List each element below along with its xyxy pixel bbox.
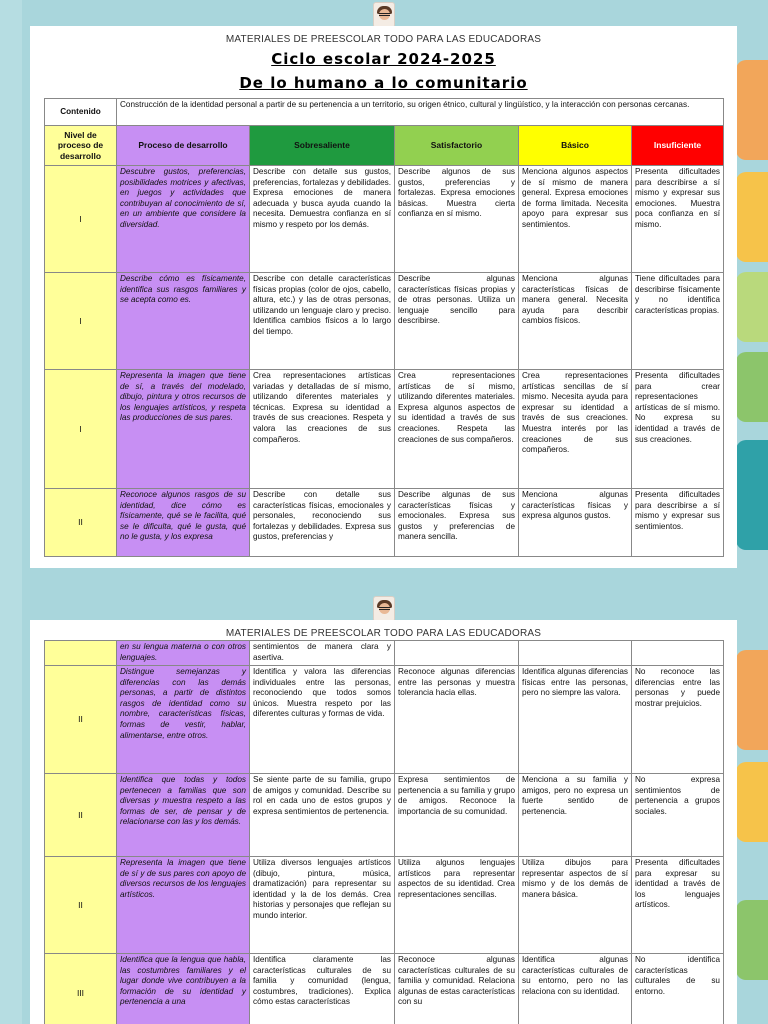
- header-basico: Básico: [519, 126, 632, 166]
- table-row: [45, 857, 724, 954]
- level-cell: I: [45, 166, 117, 273]
- sobresaliente-cell: Crea representaciones artísticas variadas y detalladas de sí mismo, utilizando diferentes materiales y técnicas. Expresa su identidad a través de sus creaciones. Respeta y valora las creaciones de sus compañeros.: [250, 370, 395, 489]
- satisfactorio-cell: Utiliza algunos lenguajes artísticos para representar aspectos de su identidad. Crea representaciones sencillas.: [395, 857, 519, 954]
- satisfactorio-cell: Reconoce algunas características culturales de su familia y comunidad. Relaciona algunas de estas características con su: [395, 954, 519, 1024]
- contenido-text: Construcción de la identidad personal a partir de su pertenencia a un territorio, su origen étnico, cultural y lingüístico, y la interacción con personas cercanas.: [117, 99, 724, 126]
- basico-cell: Menciona a su familia y amigos, pero no expresa un fuerte sentido de pertenencia.: [519, 774, 632, 857]
- basico-cell: Menciona algunas características físicas de manera general. Necesita ayuda para describir cambios físicos.: [519, 273, 632, 370]
- tab-yellow-2: [736, 762, 768, 842]
- contenido-label: Contenido: [45, 99, 117, 126]
- satisfactorio-cell: Reconoce algunas diferencias entre las personas y muestra tolerancia hacia ellas.: [395, 666, 519, 774]
- tab-orange-2: [736, 650, 768, 750]
- header-insuficiente: Insuficiente: [632, 126, 724, 166]
- basico-cell: Utiliza dibujos para representar aspectos de sí mismo y de los demás de manera básica.: [519, 857, 632, 954]
- tab-light-green: [736, 272, 768, 342]
- author-avatar-icon: [373, 596, 395, 622]
- satisfactorio-cell: [395, 641, 519, 666]
- level-cell: II: [45, 774, 117, 857]
- proceso-cell: Identifica que todas y todos pertenecen a familias que son diversas y muestra respeto a las formas de ser, de pensar y de relacionarse con las y los demás.: [117, 774, 250, 857]
- level-cell: II: [45, 489, 117, 557]
- level-cell: II: [45, 857, 117, 954]
- satisfactorio-cell: Describe algunas de sus características físicas y emocionales. Expresa sus gustos y preferencias de manera sencilla.: [395, 489, 519, 557]
- header-sobresaliente: Sobresaliente: [250, 126, 395, 166]
- basico-cell: [519, 641, 632, 666]
- author-avatar-icon: [373, 2, 395, 28]
- table-row: [45, 954, 724, 1024]
- sobresaliente-cell: Describe con detalle sus gustos, preferencias, fortalezas y debilidades. Expresa emociones de manera adecuada y busca ayuda cuando la necesita. Demuestra confianza en sí mismo y respeto por los demás.: [250, 166, 395, 273]
- level-cell: [45, 641, 117, 666]
- table-row: [45, 370, 724, 489]
- tab-green-2: [736, 900, 768, 980]
- insuficiente-cell: No identifica características culturales de su entorno.: [632, 954, 724, 1024]
- sobresaliente-cell: Se siente parte de su familia, grupo de amigos y comunidad. Describe su rol en cada uno de estos grupos y expresa sentimientos de pertenencia.: [250, 774, 395, 857]
- insuficiente-cell: No expresa sentimientos de pertenencia a grupos sociales.: [632, 774, 724, 857]
- tab-green: [736, 352, 768, 422]
- satisfactorio-cell: Crea representaciones artísticas de sí mismo, utilizando diferentes materiales. Expresa algunos aspectos de su identidad a través de sus creaciones. Respeta las creaciones de sus compañeros.: [395, 370, 519, 489]
- proceso-cell: en su lengua materna o con otros lenguajes.: [117, 641, 250, 666]
- satisfactorio-cell: Describe algunas características físicas propias y de otras personas. Utiliza un lenguaje sencillo para describirse.: [395, 273, 519, 370]
- table-row: [45, 489, 724, 557]
- sobresaliente-cell: Identifica y valora las diferencias individuales entre las personas, reconociendo que todos somos únicos. Muestra respeto por las diferentes culturas y formas de vida.: [250, 666, 395, 774]
- document-page-1: [30, 26, 737, 568]
- header-proceso: Proceso de desarrollo: [117, 126, 250, 166]
- tab-teal: [736, 440, 768, 550]
- insuficiente-cell: Presenta dificultades para describirse a sí mismo y expresar sus sentimientos.: [632, 489, 724, 557]
- proceso-cell: Descubre gustos, preferencias, posibilidades motrices y afectivas, en juegos y actividades que contribuyan al conocimiento de sí, en un ambiente que considere la diversidad.: [117, 166, 250, 273]
- insuficiente-cell: Presenta dificultades para crear representaciones artísticas de sí mismo. No expresa su identidad a través de sus creaciones.: [632, 370, 724, 489]
- insuficiente-cell: Presenta dificultades para describirse a sí mismo y expresar sus emociones. Muestra poca confianza en sí mismo.: [632, 166, 724, 273]
- table-row: [45, 166, 724, 273]
- sobresaliente-cell: Identifica claramente las características culturales de su familia y comunidad (lengua, costumbres, tradiciones). Explica cómo estas características: [250, 954, 395, 1024]
- insuficiente-cell: No reconoce las diferencias entre las personas y puede mostrar prejuicios.: [632, 666, 724, 774]
- sobresaliente-cell: Describe con detalle características físicas propias (color de ojos, cabello, altura, etc.) y las de otras personas, utilizando un lenguaje claro y preciso. Identifica cambios físicos a lo largo del tiempo.: [250, 273, 395, 370]
- page-header: MATERIALES DE PREESCOLAR TODO PARA LAS EDUCADORAS: [225, 34, 542, 45]
- proceso-cell: Identifica que la lengua que habla, las costumbres familiares y el lugar donde vive contribuyen a la formación de su identidad y pertenencia a una: [117, 954, 250, 1024]
- tab-orange: [736, 60, 768, 160]
- basico-cell: Crea representaciones artísticas sencillas de sí mismo. Necesita ayuda para expresar su identidad a través de sus creaciones. Muestra interés por las creaciones de sus compañeros.: [519, 370, 632, 489]
- page-title: Ciclo escolar 2024-2025: [271, 50, 496, 68]
- rubric-table: [44, 98, 724, 557]
- proceso-cell: Distingue semejanzas y diferencias con las demás personas, a partir de distintos rasgos de identidad como su nombre, características físicas, formas de vestir, hablar, alimentarse, entre otros.: [117, 666, 250, 774]
- proceso-cell: Describe cómo es físicamente, identifica sus rasgos familiares y se acepta como es.: [117, 273, 250, 370]
- level-cell: II: [45, 666, 117, 774]
- table-row: [45, 641, 724, 666]
- basico-cell: Identifica algunas diferencias físicas entre las personas, pero no siempre las valora.: [519, 666, 632, 774]
- table-row: [45, 774, 724, 857]
- level-cell: I: [45, 370, 117, 489]
- page-header: MATERIALES DE PREESCOLAR TODO PARA LAS EDUCADORAS: [225, 628, 542, 639]
- sobresaliente-cell: Describe con detalle sus características físicas, emocionales y personales, reconociendo sus fortalezas y debilidades. Expresa sus gustos, preferencias y: [250, 489, 395, 557]
- sobresaliente-cell: sentimientos de manera clara y asertiva.: [250, 641, 395, 666]
- proceso-cell: Representa la imagen que tiene de sí, a través del modelado, dibujo, pintura y otros recursos de los lenguajes artísticos, y respeta las producciones de sus pares.: [117, 370, 250, 489]
- tab-yellow: [736, 172, 768, 262]
- insuficiente-cell: Presenta dificultades para expresar su identidad a través de los lenguajes artísticos.: [632, 857, 724, 954]
- basico-cell: Menciona algunas características físicas y expresa algunos gustos.: [519, 489, 632, 557]
- proceso-cell: Reconoce algunos rasgos de su identidad, dice cómo es físicamente, qué se le facilita, qué se le dificulta, qué le gusta, qué no le gusta, y los expresa: [117, 489, 250, 557]
- insuficiente-cell: Tiene dificultades para describirse físicamente y no identifica características propias.: [632, 273, 724, 370]
- document-page-2: [30, 620, 737, 1024]
- level-cell: III: [45, 954, 117, 1024]
- satisfactorio-cell: Describe algunos de sus gustos, preferencias y fortalezas. Expresa emociones básicas. Muestra cierta confianza en sí mismo.: [395, 166, 519, 273]
- header-satisfactorio: Satisfactorio: [395, 126, 519, 166]
- proceso-cell: Representa la imagen que tiene de sí y de sus pares con apoyo de diversos recursos de los lenguajes artísticos.: [117, 857, 250, 954]
- basico-cell: Identifica algunas características culturales de su entorno, pero no las relaciona con su identidad.: [519, 954, 632, 1024]
- insuficiente-cell: [632, 641, 724, 666]
- header-nivel: Nivel de proceso de desarrollo: [45, 126, 117, 166]
- rubric-table: [44, 640, 724, 1024]
- level-cell: I: [45, 273, 117, 370]
- table-row: [45, 273, 724, 370]
- satisfactorio-cell: Expresa sentimientos de pertenencia a su familia y grupo de amigos. Reconoce la importancia de su comunidad.: [395, 774, 519, 857]
- basico-cell: Menciona algunos aspectos de sí mismo de manera general. Expresa emociones de forma limitada. Necesita apoyo para expresar sus sentimientos.: [519, 166, 632, 273]
- page-subtitle: De lo humano a lo comunitario: [239, 74, 528, 92]
- table-row: [45, 666, 724, 774]
- sobresaliente-cell: Utiliza diversos lenguajes artísticos (dibujo, pintura, música, dramatización) para representar su identidad y la de los demás. Crea historias y personajes que reflejan su mundo interior.: [250, 857, 395, 954]
